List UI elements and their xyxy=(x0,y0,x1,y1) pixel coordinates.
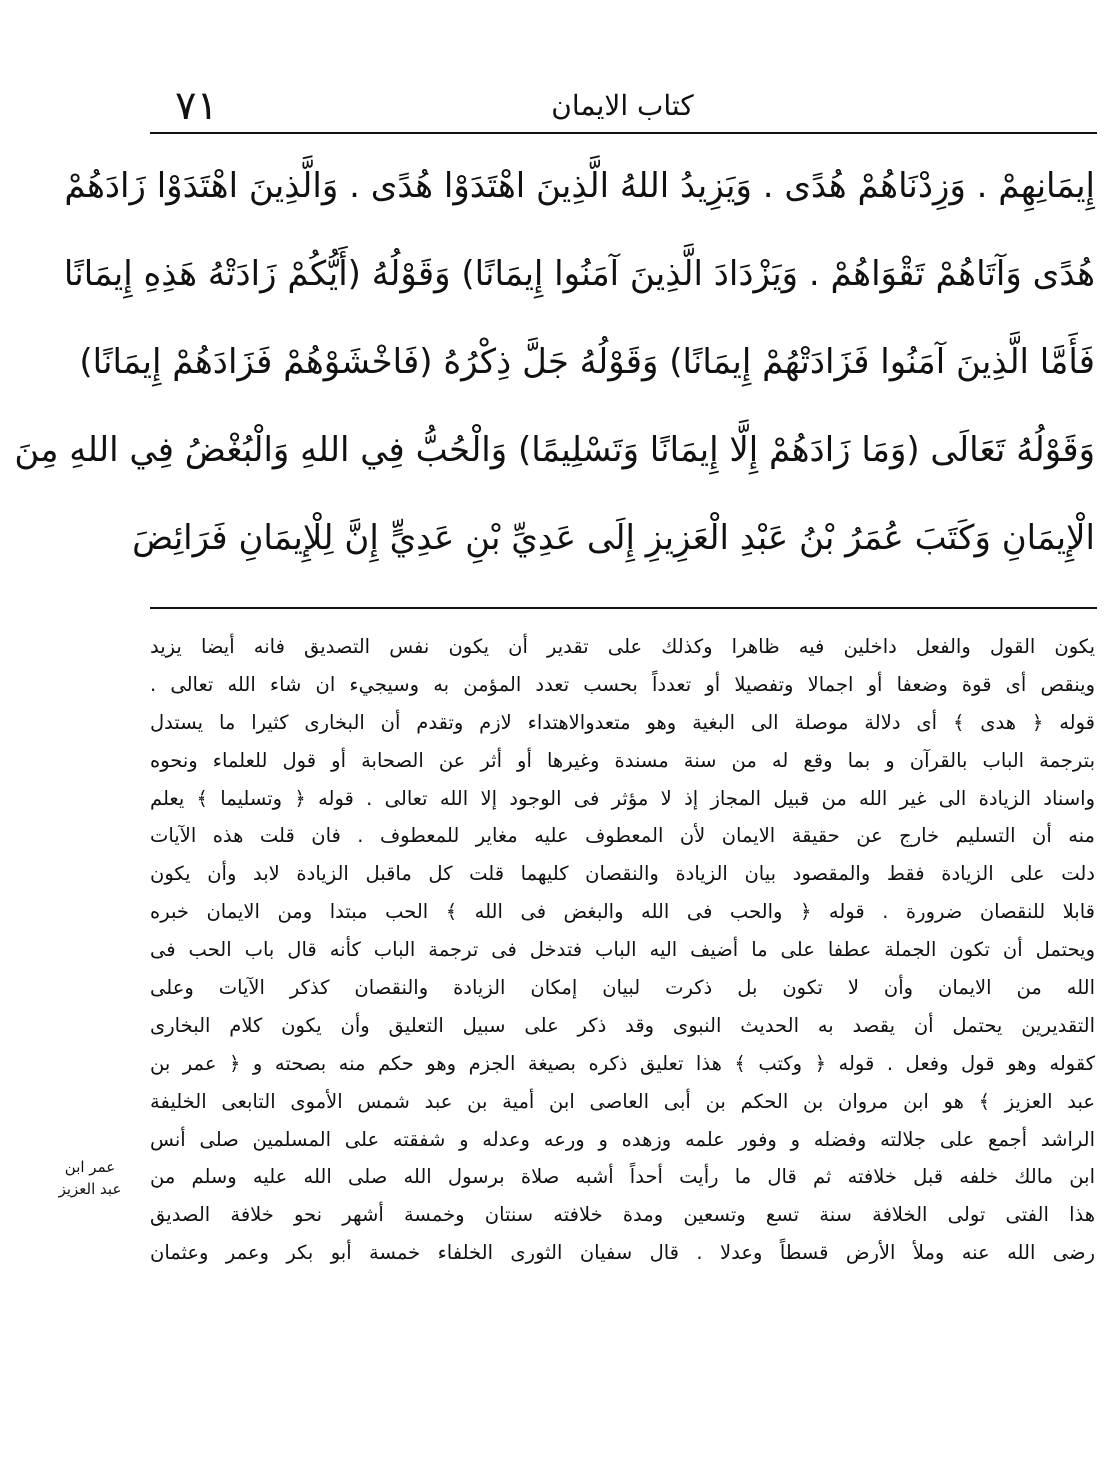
commentary-line: ويحتمل أن تكون الجملة عطفا على ما أضيف اليه الباب فتدخل فى ترجمة الباب كأنه قال باب الحب فى xyxy=(150,938,1095,962)
main-text-line: إِيمَانِهِمْ . وَزِدْنَاهُمْ هُدًى . وَيَزِيدُ اللهُ الَّذِينَ اهْتَدَوْا هُدًى . وَالَّذِينَ اهْتَدَوْا زَادَهُمْ xyxy=(64,166,1095,206)
main-text-line: وَقَوْلُهُ تَعَالَى (وَمَا زَادَهُمْ إِلَّا إِيمَانًا وَتَسْلِيمًا) وَالْحُبُّ فِي اللهِ وَالْبُغْضُ فِي اللهِ مِنَ xyxy=(14,430,1095,470)
commentary-line: قابلا للنقصان ضرورة . قوله ﴿ والحب فى الله والبغض فى الله ﴾ الحب مبتدا ومن الايمان خبره xyxy=(150,900,1095,924)
margin-note-line: عمر ابن xyxy=(64,1158,116,1176)
header-rule xyxy=(150,132,1097,134)
running-title: كتاب الايمان xyxy=(551,89,694,122)
commentary-line: منه أن التسليم خارج عن حقيقة الايمان لأن المعطوف عليه مغاير للمعطوف . فان قلت هذه الآيات xyxy=(150,824,1095,848)
main-text-line: فَأَمَّا الَّذِينَ آمَنُوا فَزَادَتْهُمْ إِيمَانًا) وَقَوْلُهُ جَلَّ ذِكْرُهُ (فَاخْشَوْهُمْ فَزَادَهُمْ إِيمَانًا) xyxy=(79,342,1095,382)
main-text-block xyxy=(14,142,1095,582)
commentary-block xyxy=(150,628,1095,1272)
margin-note xyxy=(40,1156,140,1200)
margin-note-line: عبد العزيز xyxy=(58,1180,122,1198)
commentary-line: الراشد أجمع على جلالته وفضله و وفور علمه وزهده و ورعه وعدله و شفقته على المسلمين صلى أنس xyxy=(150,1127,1095,1151)
section-divider xyxy=(150,607,1097,609)
commentary-line: كقوله وهو قول وفعل . قوله ﴿ وكتب ﴾ هذا تعليق ذكره بصيغة الجزم وهو حكم منه بصحته و ﴿ عمر بن xyxy=(150,1051,1095,1075)
commentary-line: قوله ﴿ هدى ﴾ أى دلالة موصلة الى البغية وهو متعدوالاهتداء لازم وتقدم أن البخارى كثيرا ما يستدل xyxy=(150,710,1095,734)
main-text-line: الْإِيمَانِ وَكَتَبَ عُمَرُ بْنُ عَبْدِ الْعَزِيزِ إِلَى عَدِيِّ بْنِ عَدِيٍّ إِنَّ لِلْإِيمَانِ فَرَائِضَ xyxy=(132,518,1095,558)
commentary-line: دلت على الزيادة فقط والمقصود بيان الزيادة والنقصان كليهما قلت كل ماقبل الزيادة لابد وأن يكون xyxy=(150,862,1095,886)
commentary-line: الله من الايمان وأن لا تكون بل ذكرت لبيان إمكان الزيادة والنقصان كذكر الآيات وعلى xyxy=(150,976,1095,1000)
commentary-line: رضى الله عنه وملأ الأرض قسطاً وعدلا . قال سفيان الثورى الخلفاء خمسة أبو بكر وعمر وعثمان xyxy=(150,1241,1095,1265)
commentary-line: هذا الفتى تولى الخلافة سنة تسع وتسعين ومدة خلافته سنتان وخمسة أشهر نحو خلافة الصديق xyxy=(150,1203,1095,1227)
commentary-line: وينقص أى قوة وضعفا أو اجمالا وتفصيلا أو تعدداً بحسب تعدد المؤمن به وسيجيء ان شاء الله تعالى . xyxy=(150,672,1095,696)
commentary-line: بترجمة الباب بالقرآن و بما وقع له من سنة مسندة وغيرها أو أثر عن الصحابة أو قول للعلماء ونحوه xyxy=(150,748,1095,772)
page-header xyxy=(150,78,1095,134)
commentary-line: عبد العزيز ﴾ هو ابن مروان بن الحكم بن أبى العاصى ابن أمية بن عبد شمس الأموى التابعى الخليفة xyxy=(150,1089,1095,1113)
commentary-line: يكون القول والفعل داخلين فيه ظاهرا وكذلك على تقدير أن يكون نفس التصديق فانه أيضا يزيد xyxy=(150,635,1095,658)
commentary-line: التقديرين يحتمل أن يقصد به الحديث النبوى وقد ذكر على سبيل التعليق وأن يكون كلام البخارى xyxy=(150,1013,1095,1037)
commentary-line: واسناد الزيادة الى غير الله من قبيل المجاز إذ لا مؤثر فى الوجود إلا الله تعالى . قوله ﴿ وتسليما ﴾ يعلم xyxy=(150,786,1095,810)
commentary-line: ابن مالك خلفه قبل خلافته ثم قال ما رأيت أحداً أشبه صلاة برسول الله صلى الله عليه وسلم من xyxy=(150,1165,1095,1189)
page-number: ٧١ xyxy=(175,83,218,129)
main-text-line: هُدًى وَآتَاهُمْ تَقْوَاهُمْ . وَيَزْدَادَ الَّذِينَ آمَنُوا إِيمَانًا) وَقَوْلُهُ (أَيُّكُمْ زَادَتْهُ هَذِهِ إِيمَانًا xyxy=(63,254,1095,294)
